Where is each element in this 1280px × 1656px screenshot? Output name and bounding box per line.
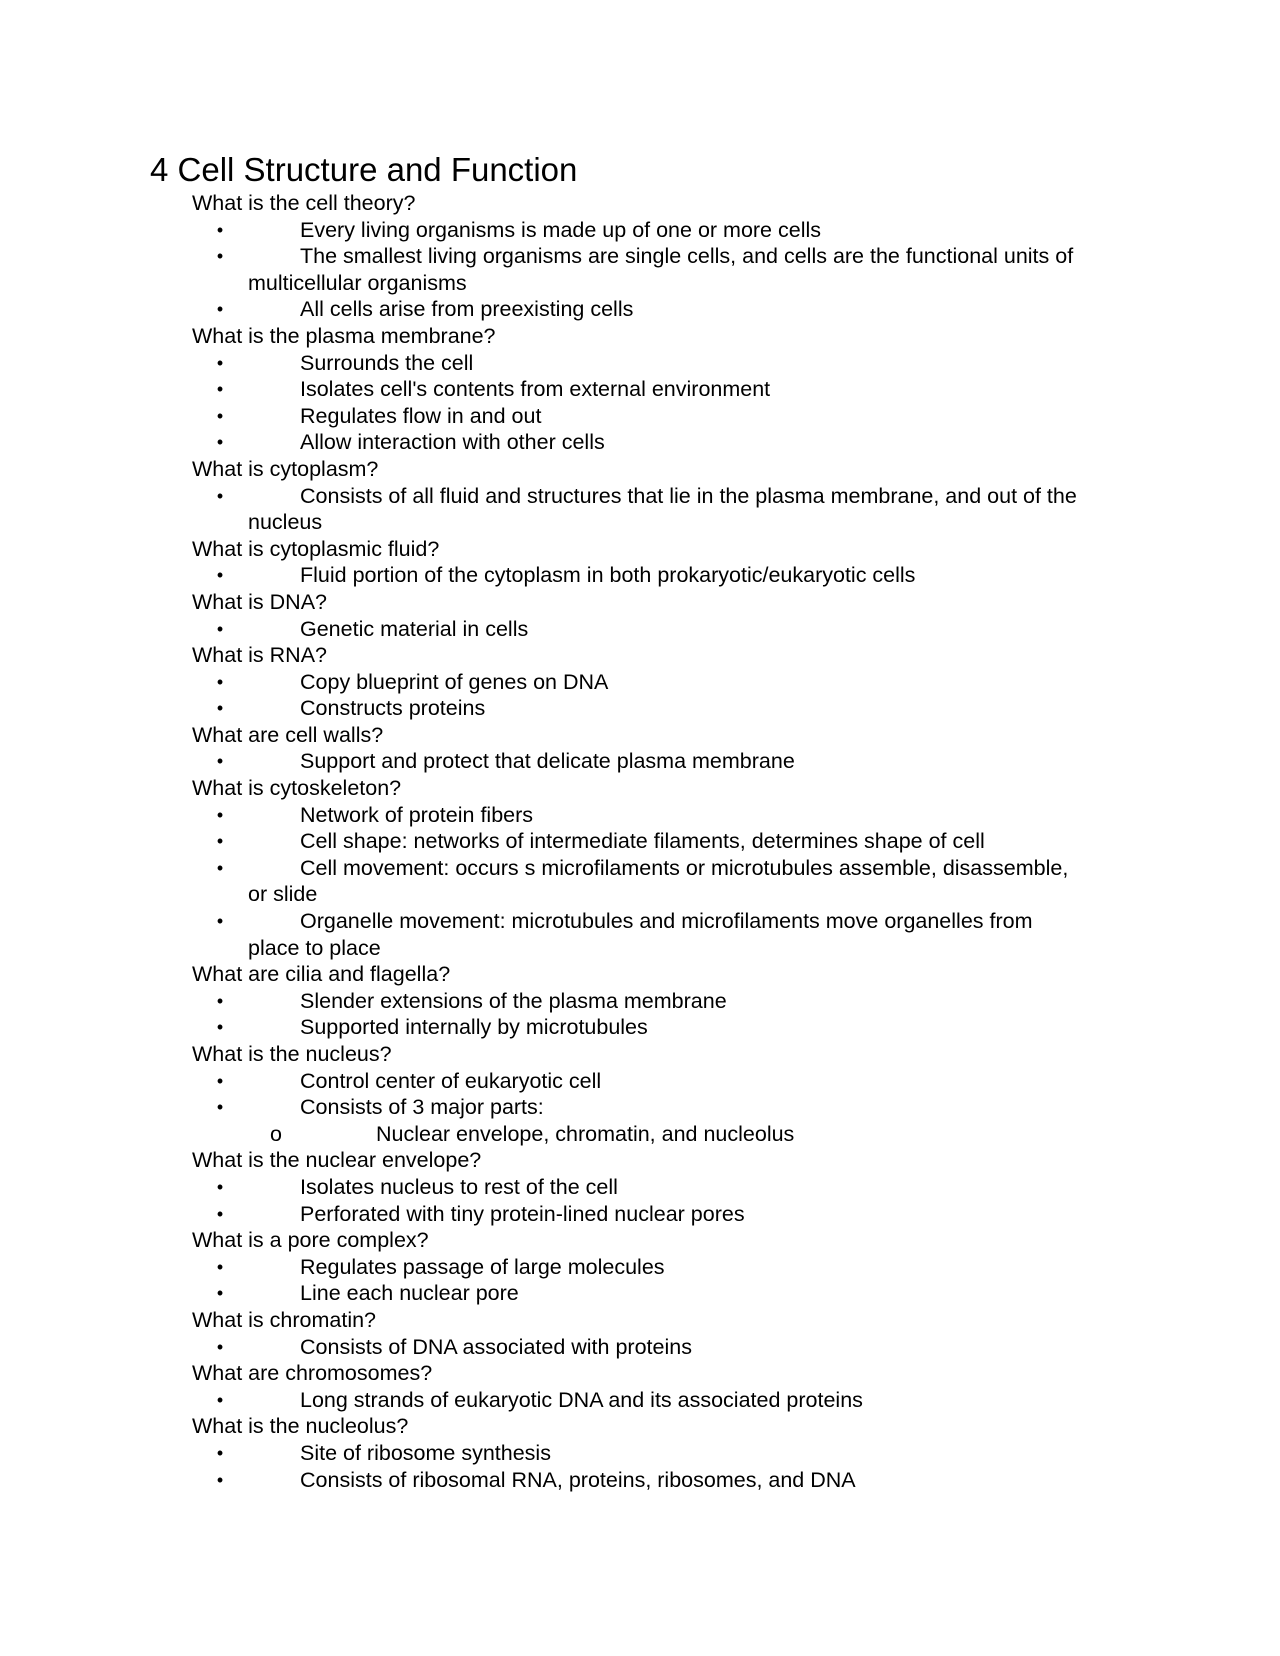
list-item: [216, 296, 1078, 323]
bullet-icon: •: [216, 432, 224, 453]
question-heading: What are cell walls?: [192, 722, 384, 747]
list-item-text: Cell shape: networks of intermediate filaments, determines shape of cell: [300, 829, 985, 854]
list-item: [216, 748, 1078, 775]
bullet-icon: •: [216, 1442, 224, 1463]
list-item-text: Perforated with tiny protein-lined nuclear pores: [300, 1201, 745, 1226]
list-item: [216, 1068, 1078, 1095]
question-heading: What is the cell theory?: [192, 191, 416, 215]
list-item: [216, 828, 1078, 855]
bullet-icon: •: [216, 618, 224, 639]
bullet-icon: •: [216, 698, 224, 719]
question-heading: What is cytoplasm?: [192, 456, 379, 481]
bullet-icon: •: [216, 299, 224, 320]
sub-list-item: [270, 1121, 1280, 1148]
bullet-icon: •: [216, 1469, 224, 1490]
list-item: [216, 855, 1078, 908]
question-heading: What is DNA?: [192, 589, 328, 614]
bullet-icon: •: [216, 751, 224, 772]
question-heading: What is the plasma membrane?: [192, 323, 496, 348]
list-item: [216, 217, 1078, 244]
question-heading: What is the nucleolus?: [192, 1414, 409, 1439]
list-item: [216, 350, 1078, 377]
list-item-text: Fluid portion of the cytoplasm in both prokaryotic/eukaryotic cells: [300, 563, 916, 588]
list-item-text: Isolates nucleus to rest of the cell: [300, 1174, 618, 1199]
list-item: [216, 483, 1078, 536]
bullet-icon: •: [216, 804, 224, 825]
list-item: [216, 562, 1078, 589]
list-item-text: Every living organisms is made up of one or more cells: [300, 217, 821, 242]
list-item-text: Copy blueprint of genes on DNA: [300, 669, 609, 694]
bullet-icon: •: [216, 671, 224, 692]
list-item: [216, 1094, 1078, 1121]
list-item: [216, 1280, 1078, 1307]
question-heading: What are cilia and flagella?: [192, 962, 451, 987]
bullet-icon: •: [216, 1097, 224, 1118]
list-item: [216, 1201, 1078, 1228]
list-item-text: Isolates cell's contents from external environment: [300, 377, 771, 402]
list-item: [216, 1440, 1078, 1467]
bullet-icon: •: [216, 1203, 224, 1224]
bullet-icon: •: [216, 911, 224, 932]
bullet-icon: •: [216, 1389, 224, 1410]
bullet-icon: •: [216, 219, 224, 240]
list-item: [216, 1334, 1078, 1361]
list-item-text: Long strands of eukaryotic DNA and its associated proteins: [300, 1387, 863, 1412]
list-item-text: All cells arise from preexisting cells: [300, 297, 634, 322]
bullet-icon: •: [216, 857, 224, 878]
question-heading: What are chromosomes?: [192, 1361, 433, 1386]
list-item-text: Regulates flow in and out: [300, 403, 542, 428]
list-item: [216, 908, 1078, 961]
bullet-icon: •: [216, 485, 224, 506]
question-heading: What is chromatin?: [192, 1307, 377, 1332]
list-item: [216, 1467, 1078, 1494]
list-item-text: The smallest living organisms are single cells, and cells are the functional units of multicellular organisms: [248, 244, 1074, 295]
page-title: 4 Cell Structure and Function: [150, 151, 578, 188]
bullet-icon: •: [216, 1070, 224, 1091]
sub-list-item-text: Nuclear envelope, chromatin, and nucleolus: [376, 1121, 795, 1146]
list-item: [216, 376, 1078, 403]
bullet-icon: •: [216, 1283, 224, 1304]
list-item: [216, 243, 1078, 296]
question-heading: What is the nuclear envelope?: [192, 1148, 482, 1173]
list-item-text: Control center of eukaryotic cell: [300, 1068, 602, 1093]
question-heading: What is cytoskeleton?: [192, 776, 402, 801]
list-item-text: Line each nuclear pore: [300, 1281, 519, 1306]
list-item-text: Consists of all fluid and structures that lie in the plasma membrane, and out of the nucleus: [248, 483, 1077, 535]
question-heading: What is RNA?: [192, 643, 328, 668]
list-item-text: Consists of DNA associated with proteins: [300, 1334, 692, 1359]
bullet-icon: •: [216, 405, 224, 426]
bullet-icon: •: [216, 1176, 224, 1197]
list-item-text: Genetic material in cells: [300, 616, 529, 641]
list-item: [216, 1387, 1078, 1414]
list-item-text: Site of ribosome synthesis: [300, 1440, 551, 1465]
list-item-text: Slender extensions of the plasma membrane: [300, 988, 727, 1013]
list-item: [216, 1174, 1078, 1201]
list-item: [216, 429, 1078, 456]
list-item: [216, 988, 1078, 1015]
list-item-text: Cell movement: occurs s microfilaments or microtubules assemble, disassemble, or slide: [248, 855, 1069, 907]
list-item-text: Supported internally by microtubules: [300, 1015, 648, 1040]
bullet-icon: •: [216, 1256, 224, 1277]
list-item: [216, 616, 1078, 643]
list-item: [216, 669, 1078, 696]
list-item-text: Organelle movement: microtubules and microfilaments move organelles from place to place: [248, 909, 1033, 960]
bullet-icon: •: [216, 1336, 224, 1357]
notes-content: [0, 190, 1280, 1493]
list-item-text: Regulates passage of large molecules: [300, 1254, 665, 1279]
bullet-icon: •: [216, 565, 224, 586]
bullet-icon: •: [216, 352, 224, 373]
list-item: [216, 403, 1078, 430]
list-item-text: Support and protect that delicate plasma membrane: [300, 749, 795, 774]
list-item: [216, 1254, 1078, 1281]
question-heading: What is cytoplasmic fluid?: [192, 536, 440, 561]
question-heading: What is a pore complex?: [192, 1228, 429, 1253]
list-item-text: Constructs proteins: [300, 696, 486, 721]
bullet-icon: •: [216, 379, 224, 400]
list-item-text: Consists of ribosomal RNA, proteins, ribosomes, and DNA: [300, 1467, 856, 1492]
list-item: [216, 695, 1078, 722]
bullet-icon: •: [216, 1017, 224, 1038]
list-item-text: Network of protein fibers: [300, 802, 534, 827]
bullet-icon: •: [216, 246, 224, 267]
list-item-text: Consists of 3 major parts:: [300, 1095, 544, 1120]
list-item: [216, 802, 1078, 829]
list-item-text: Allow interaction with other cells: [300, 430, 605, 455]
bullet-icon: •: [216, 990, 224, 1011]
bullet-icon: •: [216, 831, 224, 852]
sub-bullet-icon: o: [270, 1121, 282, 1146]
list-item: [216, 1014, 1078, 1041]
list-item-text: Surrounds the cell: [300, 350, 474, 375]
question-heading: What is the nucleus?: [192, 1042, 392, 1066]
